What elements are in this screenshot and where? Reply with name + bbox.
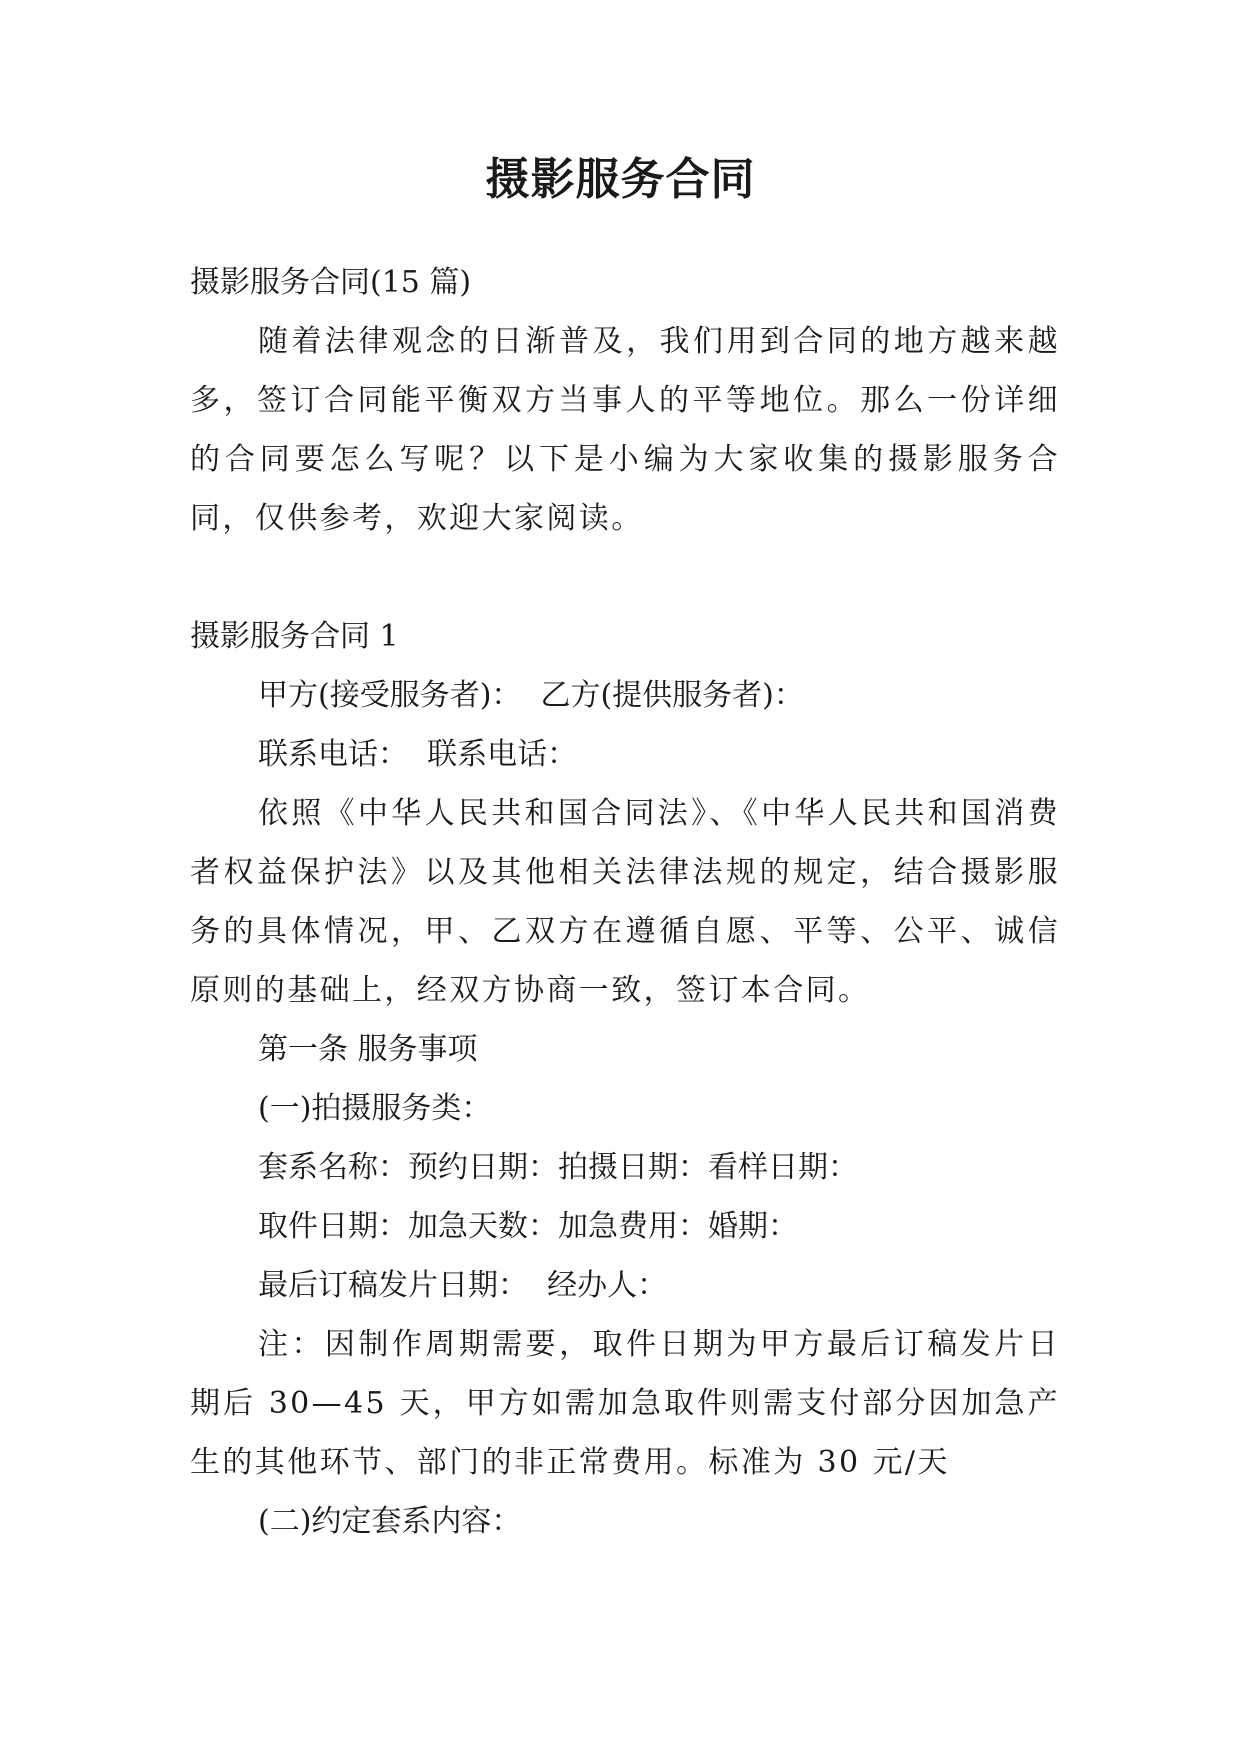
document-body: [190, 253, 1060, 1551]
collection-heading: 摄影服务合同(15 篇): [190, 265, 472, 300]
document-title: 摄影服务合同: [485, 154, 756, 205]
basis-paragraph: 依照《中华人民共和国合同法》、《中华人民共和国消费者权益保护法》以及其他相关法律法规的规定，结合摄影服务的具体情况，甲、乙双方在遵循自愿、平等、公平、诚信原则的基础上，经双方协商一致，签订本合同。: [190, 796, 1060, 1008]
fields-line-2: 取件日期：加急天数：加急费用：婚期：: [258, 1209, 798, 1244]
item-1-heading: (一)拍摄服务类：: [258, 1091, 492, 1126]
intro-paragraph: 随着法律观念的日渐普及，我们用到合同的地方越来越多，签订合同能平衡双方当事人的平等地位。那么一份详细的合同要怎么写呢？以下是小编为大家收集的摄影服务合同，仅供参考，欢迎大家阅读。: [190, 324, 1060, 536]
party-line: 甲方(接受服务者)： 乙方(提供服务者)：: [258, 678, 804, 713]
phone-line: 联系电话： 联系电话：: [258, 737, 578, 772]
contract-1-heading: 摄影服务合同 1: [190, 619, 399, 654]
fields-line-1: 套系名称：预约日期：拍摄日期：看样日期：: [258, 1150, 858, 1185]
fields-line-3: 最后订稿发片日期： 经办人：: [258, 1268, 668, 1303]
note-paragraph: 注：因制作周期需要，取件日期为甲方最后订稿发片日期后 30—45 天，甲方如需加急取件则需支付部分因加急产生的其他环节、部门的非正常费用。标准为 30 元/天: [190, 1327, 1060, 1480]
item-2-heading: (二)约定套系内容：: [258, 1504, 522, 1539]
paragraph-spacer: [190, 548, 1060, 607]
article-1-heading: 第一条 服务事项: [258, 1032, 478, 1067]
